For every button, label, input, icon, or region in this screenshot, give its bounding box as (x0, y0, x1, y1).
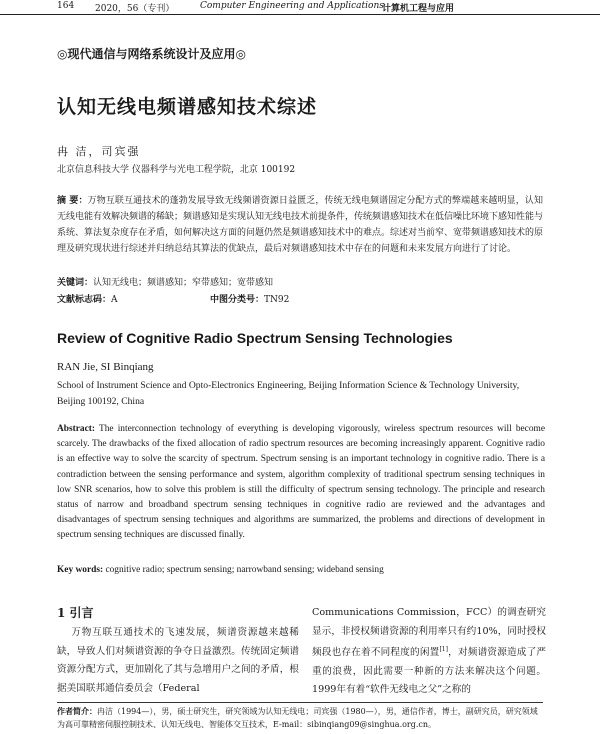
body-text-right-column (312, 604, 546, 700)
chinese-abstract-label: 摘 要： (57, 196, 88, 206)
journal-name-cn: 计算机工程与应用 (382, 4, 455, 14)
english-keywords (57, 565, 545, 575)
chinese-abstract (57, 193, 543, 257)
body-text-left-column: 万物互联互通技术的飞速发展，频谱资源越来越稀缺，导致人们对频谱资源的争夺日益激烈。传统固定频谱资源分配方式，更加剧化了其与急增用户之间的矛盾，根据美国联邦通信委员会（Federal (57, 627, 299, 694)
footnote-divider (57, 702, 543, 703)
chinese-title: 认知无线电频谱感知技术综述 (57, 96, 318, 118)
english-authors: RAN Jie, SI Binqiang (57, 361, 154, 373)
journal-name-en: Computer Engineering and Applications (200, 1, 384, 11)
section-heading-introduction: 1 引言 (57, 606, 94, 620)
classification-number (210, 292, 289, 305)
english-affiliation: School of Instrument Science and Opto-Electronics Engineering, Beijing Information Science & Technology University, Beijing 100192, China (57, 380, 520, 407)
classification-value: TN92 (264, 295, 290, 305)
body-right-text-part2: ，对频谱资源造成了严重的浪费，因此需要一种新的方法来解决这个问题。1999年有着“软件无线电之父”之称的 (312, 647, 547, 696)
chinese-keywords (57, 275, 543, 291)
chinese-keywords-text: 认知无线电；频谱感知；窄带感知；宽带感知 (93, 278, 274, 288)
footnote-label: 作者简介： (57, 706, 97, 716)
document-code (57, 292, 118, 305)
chinese-keywords-label: 关键词： (57, 278, 94, 288)
document-code-value: A (111, 295, 118, 305)
footnote-text: 冉洁（1994—），男，硕士研究生，研究领域为认知无线电；司宾强（1980—），男，通信作者，博士，副研究员，研究领域为高可靠精密伺服控制技术、认知无线电、智能体交互技术，E-mail：sibinqiang09@singhua.org.cn。 (57, 707, 538, 729)
column-label: ◎现代通信与网络系统设计及应用◎ (57, 47, 246, 61)
chinese-affiliation: 北京信息科技大学 仪器科学与光电工程学院，北京 100192 (57, 165, 296, 175)
author-footnote (57, 705, 543, 731)
english-title: Review of Cognitive Radio Spectrum Sensing Technologies (57, 330, 453, 346)
citation-reference[interactable]: [1] (439, 646, 448, 653)
classification-label: 中图分类号： (210, 295, 265, 305)
english-abstract-label: Abstract: (57, 424, 96, 434)
document-code-label: 文献标志码： (57, 295, 112, 305)
english-abstract-text: The interconnection technology of everything is developing vigorously, wireless spectrum resources will become scarcely. The drawbacks of the fixed allocation of radio spectrum resources are becoming increasingly apparent. Cognitive radio is an effective way to solve the scarcity of spectrum. Spectrum sensing is an important technology in cognitive radio. There is a contradiction between the sensing performance and system, algorithm complexity of traditional spectrum sensing techniques in low SNR scenarios, how to solve this problem is still the difficulty of spectrum sensing technology. The principle and research status of narrow and broadband spectrum sensing techniques in cognitive radio are reviewed and the advantages and disadvantages of spectrum sensing techniques and algorithms are summarized, the problems and directions of development in spectrum sensing techniques are discussed finally. (57, 424, 545, 541)
english-keywords-label: Key words: (57, 565, 104, 575)
chinese-abstract-text: 万物互联互通技术的蓬勃发展导致无线频谱资源日益匮乏，传统无线电频谱固定分配方式的弊端越来越明显，认知无线电能有效解决频谱的稀缺；频谱感知是实现认知无线电技术前提条件，传统频谱感知技术在低信噪比环境下感知性能与系统、算法复杂度存在矛盾，如何解决这方面的问题仍然是频谱感知技术中的难点。综述对当前窄、宽带频谱感知技术的原理及研究现状进行综述并归纳总结其算法的优缺点，最后对频谱感知技术中存在的问题和未来发展方向进行了讨论。 (57, 196, 544, 254)
english-abstract (57, 422, 545, 544)
chinese-authors: 冉 洁，司宾强 (57, 145, 141, 158)
page-number: 164 (57, 1, 75, 11)
journal-issue: 2020，56（专刊） (95, 4, 175, 14)
english-keywords-text: cognitive radio; spectrum sensing; narrowband sensing; wideband sensing (105, 565, 384, 575)
body-right-text-part1: Communications Commission，FCC）的调查研究显示，非授权频谱资源的利用率只有约10%，同时授权频段也存在着不同程度的闲置 (312, 607, 546, 659)
